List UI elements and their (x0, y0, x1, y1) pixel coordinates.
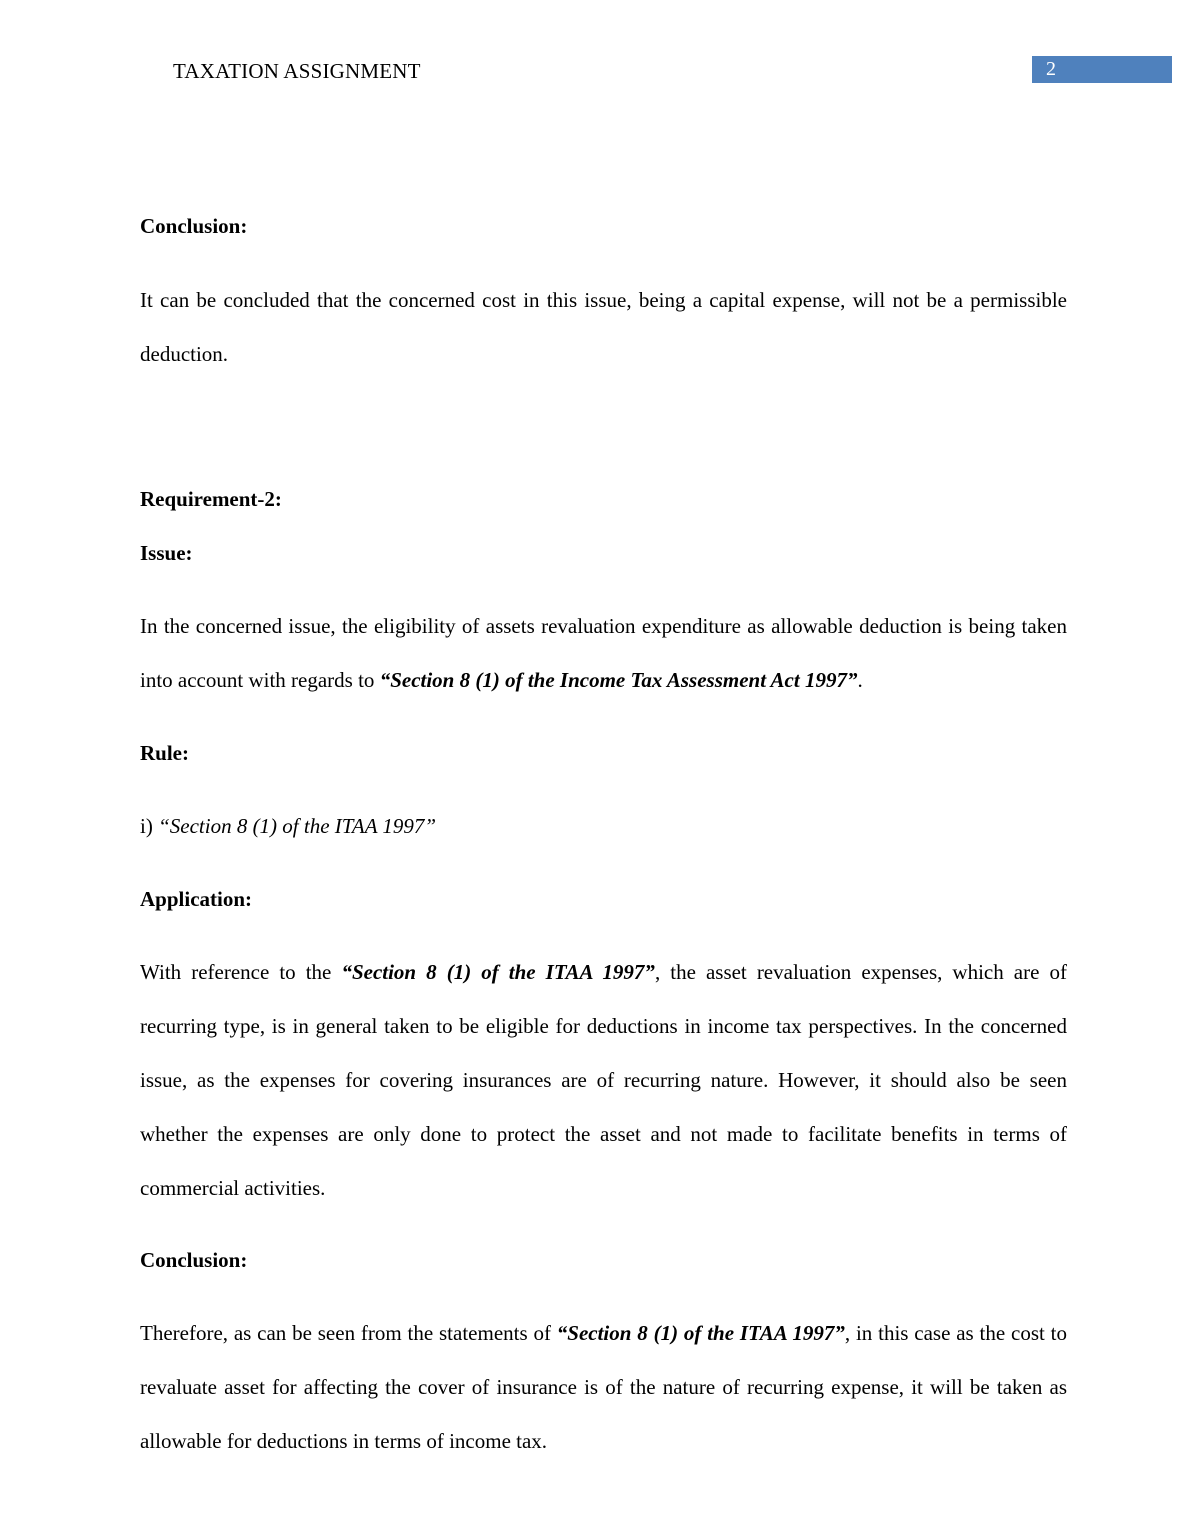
issue-text-after: . (857, 668, 863, 692)
final-conclusion-text-after: , in this case as the cost to revaluate asset for affecting the cover of insurance is of the nature of recurring expense, it will be taken as allowable for deductions in terms of income tax. (140, 1321, 1067, 1453)
application-paragraph (140, 945, 1067, 1215)
issue-reference: “Section 8 (1) of the Income Tax Assessment Act 1997” (379, 668, 858, 692)
page-number-badge (1032, 56, 1172, 83)
final-conclusion-paragraph (140, 1306, 1067, 1468)
requirement-2-heading: Requirement-2: (140, 487, 282, 511)
conclusion-paragraph: It can be concluded that the concerned cost in this issue, being a capital expense, will not be a permissible deduction. (140, 288, 1067, 366)
rule-item (140, 799, 1067, 853)
application-text-before: With reference to the (140, 960, 342, 984)
running-header-title: TAXATION ASSIGNMENT (173, 59, 421, 83)
rule-heading: Rule: (140, 741, 189, 765)
application-reference: “Section 8 (1) of the ITAA 1997” (341, 960, 655, 984)
page-number: 2 (1046, 58, 1056, 80)
application-heading: Application: (140, 887, 253, 911)
final-conclusion-heading: Conclusion: (140, 1248, 248, 1272)
conclusion-heading: Conclusion: (140, 214, 248, 238)
issue-text-before: In the concerned issue, the eligibility of assets revaluation expenditure as allowable deduction is being taken into account with regards to (140, 614, 1067, 692)
final-conclusion-reference: “Section 8 (1) of the ITAA 1997” (556, 1321, 845, 1345)
issue-paragraph (140, 599, 1067, 707)
rule-item-marker: i) (140, 814, 159, 838)
issue-heading: Issue: (140, 541, 193, 565)
rule-item-text: “Section 8 (1) of the ITAA 1997” (158, 814, 437, 838)
application-text-after: , the asset revaluation expenses, which are of recurring type, is in general taken to be eligible for deductions in income tax perspectives. In the concerned issue, as the expenses for covering insurances are of recurring nature. However, it should also be seen whether the expenses are only done to protect the asset and not made to facilitate benefits in terms of commercial activities. (140, 960, 1067, 1200)
final-conclusion-text-before: Therefore, as can be seen from the statements of (140, 1321, 557, 1345)
